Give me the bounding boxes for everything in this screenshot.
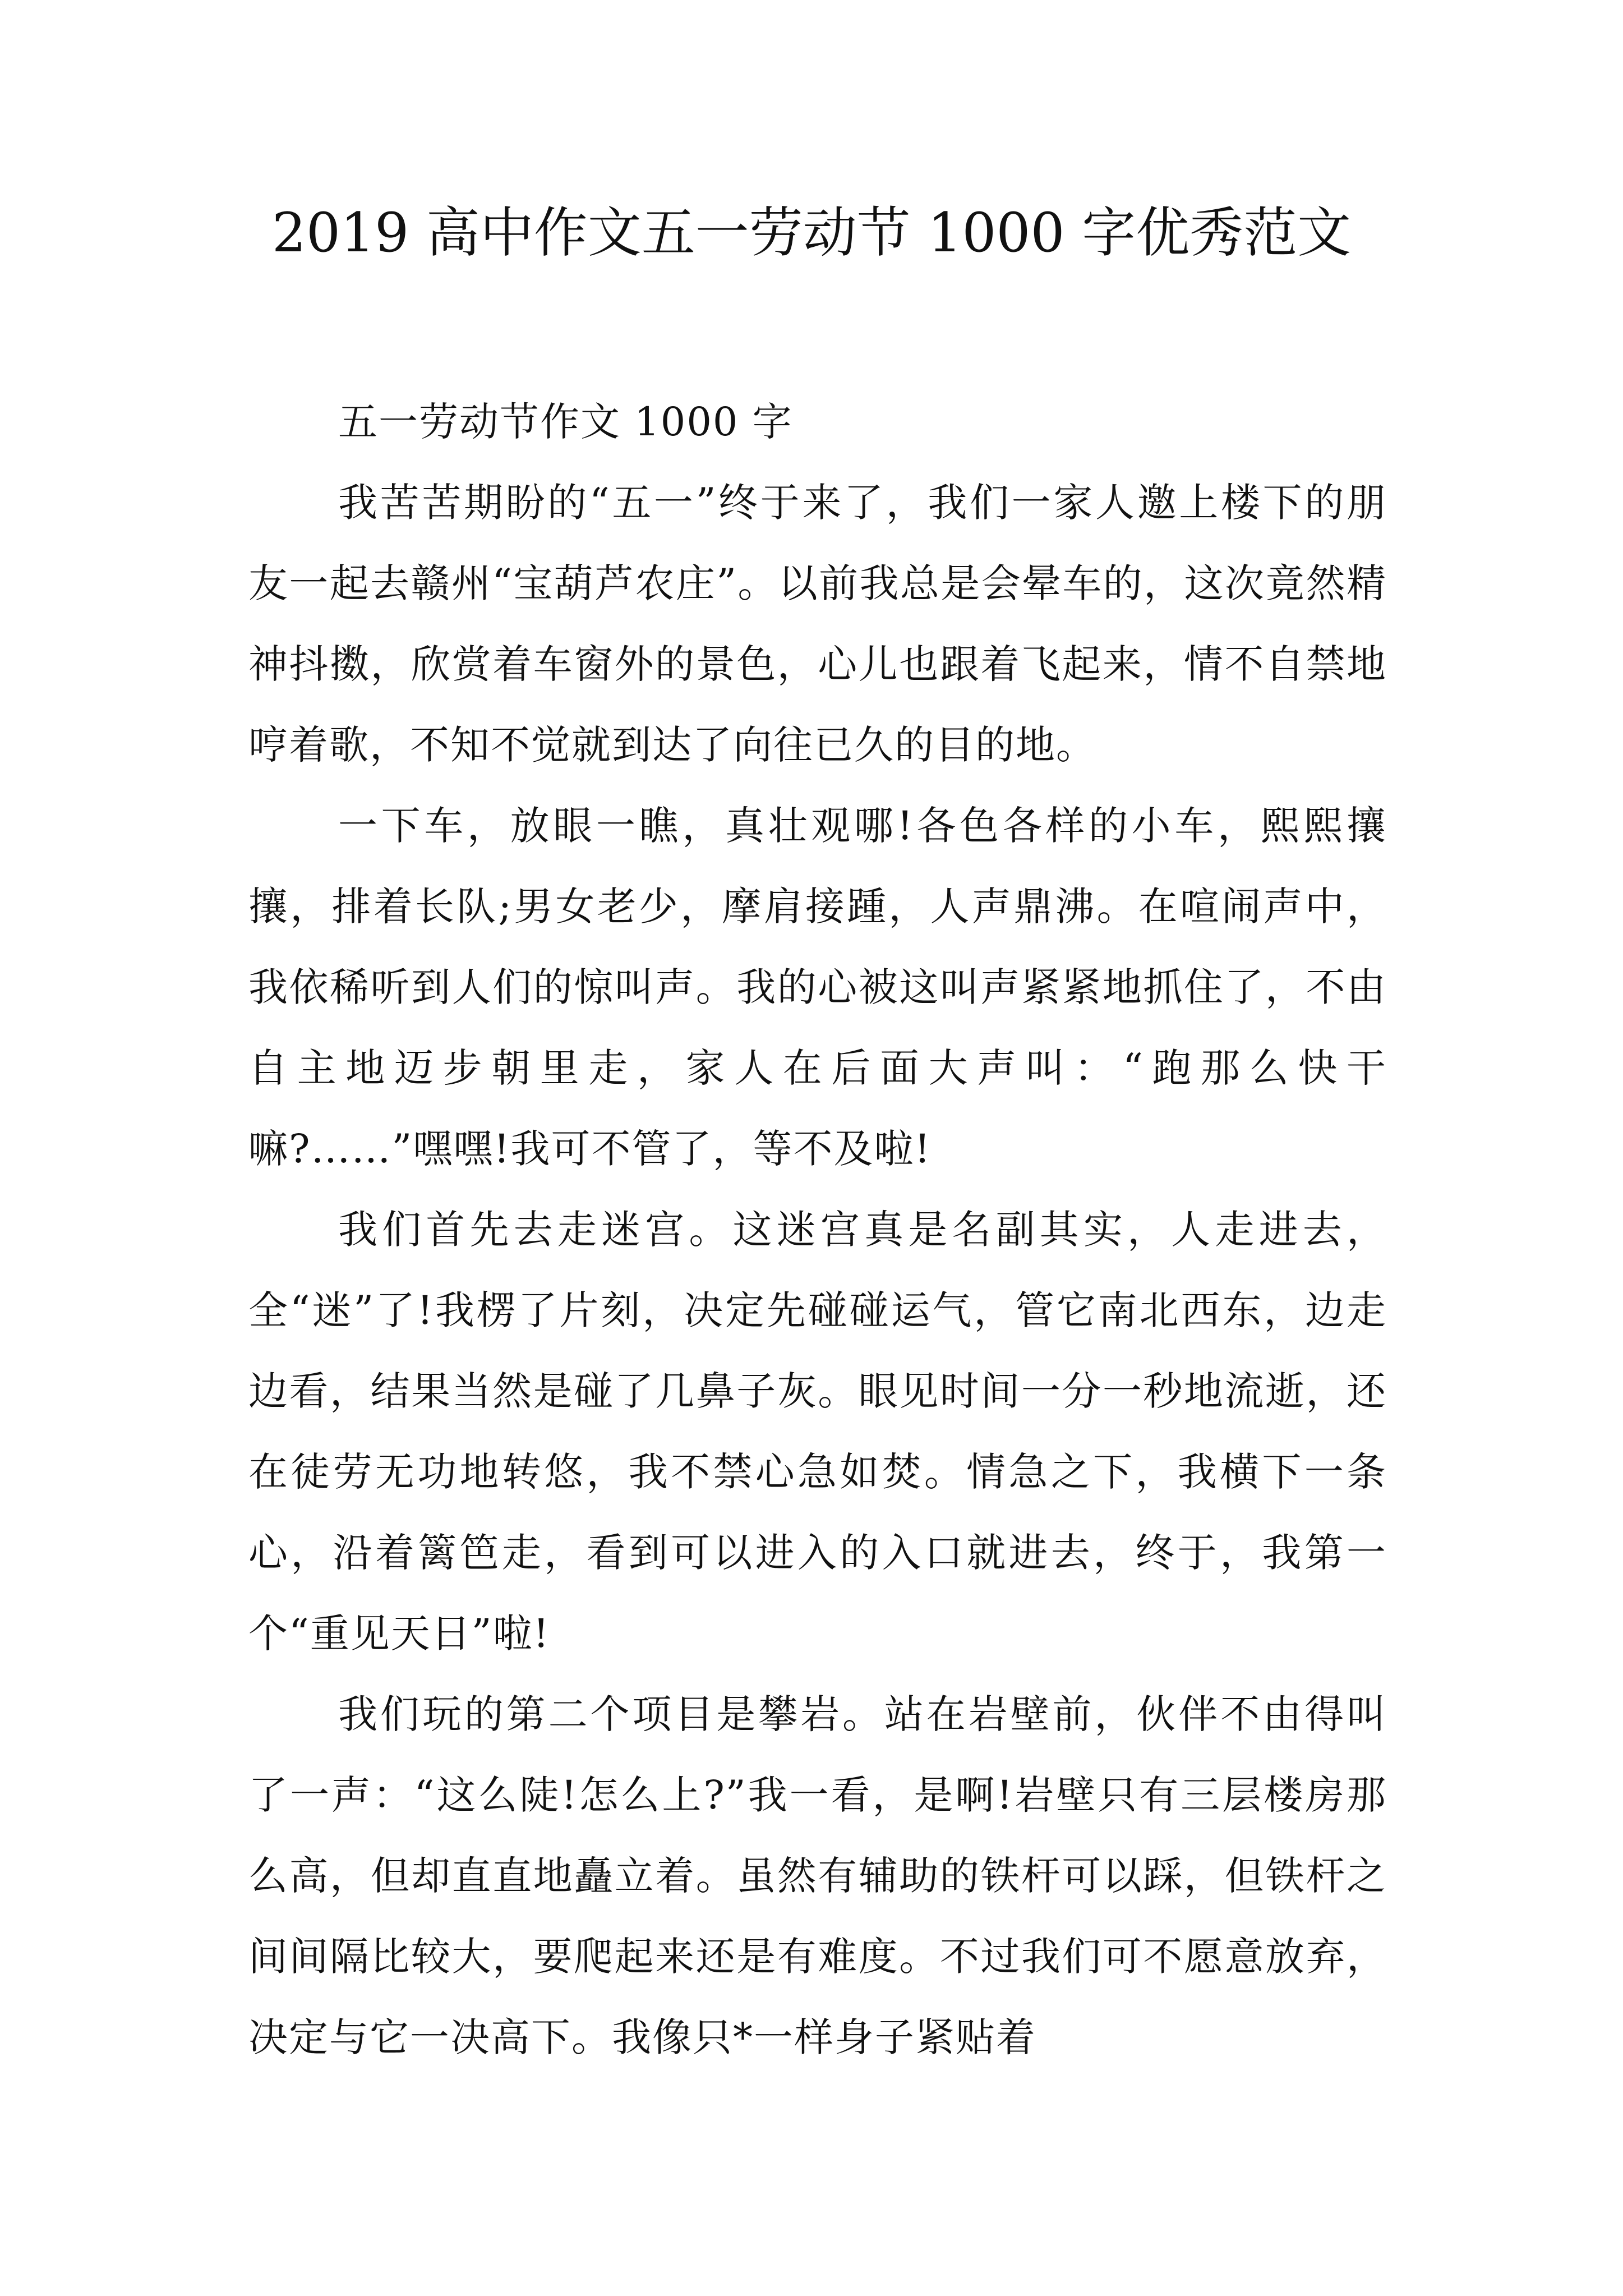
document-title: 2019 高中作文五一劳动节 1000 字优秀范文	[271, 201, 1352, 264]
paragraph: 我们首先去走迷宫。这迷宫真是名副其实，人走进去，全“迷”了!我楞了片刻，决定先碰碰运气，管它南北西东，边走边看，结果当然是碰了几鼻子灰。眼见时间一分一秒地流逝，还在徒劳无功地转悠，我不禁心急如焚。情急之下，我横下一条心，沿着篱笆走，看到可以进入的入口就进去，终于，我第一个“重见天日”啦!	[248, 1207, 1387, 1657]
paragraph: 我苦苦期盼的“五一”终于来了，我们一家人邀上楼下的朋友一起去赣州“宝葫芦农庄”。以前我总是会晕车的，这次竟然精神抖擞，欣赏着车窗外的景色，心儿也跟着飞起来，情不自禁地哼着歌，不知不觉就到达了向往已久的目的地。	[248, 480, 1387, 768]
document-body	[248, 381, 1387, 2078]
paragraph: 我们玩的第二个项目是攀岩。站在岩壁前，伙伴不由得叫了一声：“这么陡!怎么上?”我一看，是啊!岩壁只有三层楼房那么高，但却直直地矗立着。虽然有辅助的铁杆可以踩，但铁杆之间间隔比较大，要爬起来还是有难度。不过我们可不愿意放弃，决定与它一决高下。我像只*一样身子紧贴着	[248, 1691, 1387, 2060]
essay-subtitle: 五一劳动节作文 1000 字	[338, 399, 793, 445]
paragraph: 一下车，放眼一瞧，真壮观哪!各色各样的小车，熙熙攘攘，排着长队;男女老少，摩肩接踵，人声鼎沸。在喧闹声中，我依稀听到人们的惊叫声。我的心被这叫声紧紧地抓住了，不由自主地迈步朝里走，家人在后面大声叫：“跑那么快干嘛?……”嘿嘿!我可不管了，等不及啦!	[248, 803, 1387, 1172]
